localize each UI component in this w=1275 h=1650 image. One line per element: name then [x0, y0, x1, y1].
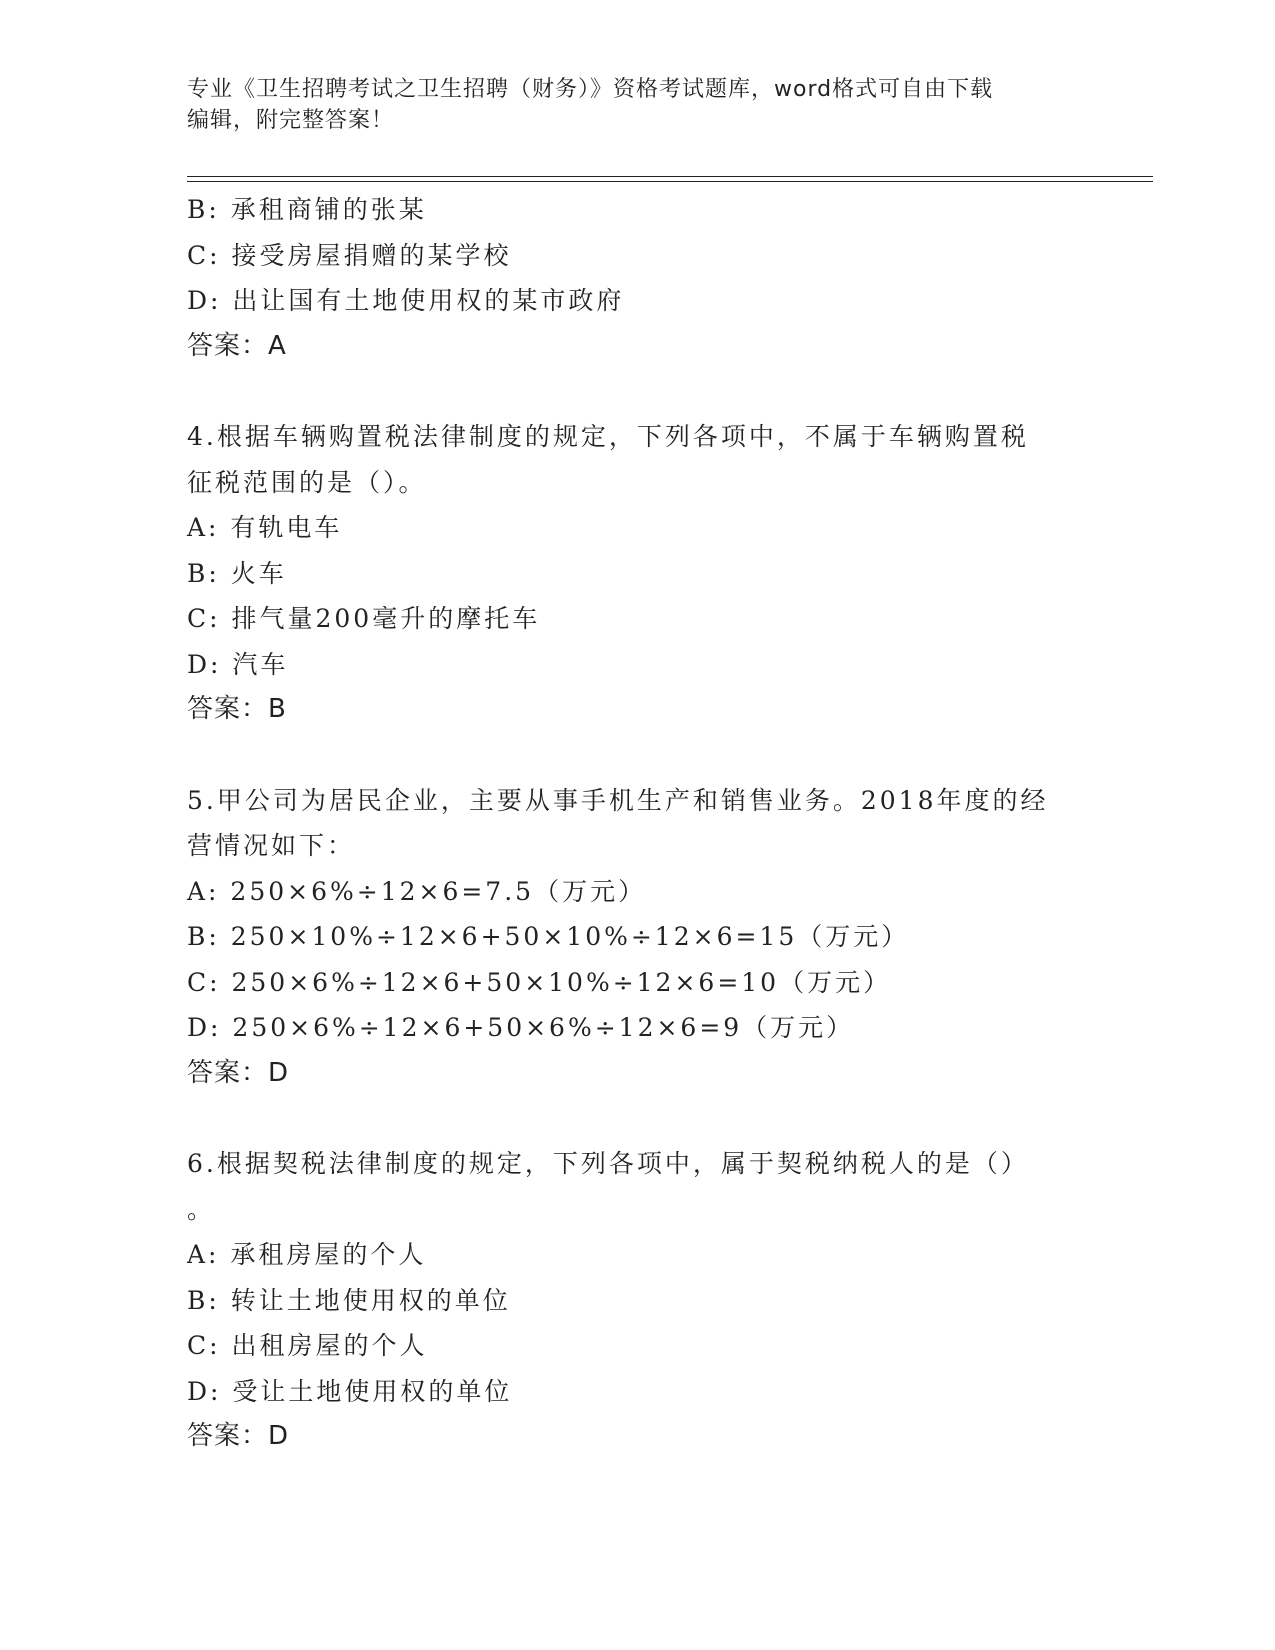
option-a: A: 有轨电车	[187, 513, 343, 542]
option-a: A: 承租房屋的个人	[187, 1240, 427, 1269]
question-stem-line-1: 5.甲公司为居民企业，主要从事手机生产和销售业务。2018年度的经	[187, 785, 1049, 815]
option-d: D: 250×6%÷12×6+50×6%÷12×6=9（万元）	[187, 1013, 855, 1042]
option-b: B: 承租商铺的张某	[187, 195, 427, 224]
header-line-2: 编辑，附完整答案！	[187, 108, 395, 133]
question-4	[187, 414, 1077, 733]
option-d: D: 受让土地使用权的单位	[187, 1376, 513, 1406]
question-stem-line-1: 6.根据契税法律制度的规定，下列各项中，属于契税纳税人的是（）	[187, 1149, 1029, 1178]
spacer	[187, 1096, 1077, 1141]
spacer	[187, 733, 1077, 778]
question-3-continued	[187, 187, 1077, 369]
answer: 答案：B	[187, 694, 287, 724]
question-stem-line-2: 。	[187, 1194, 216, 1224]
question-5	[187, 778, 1077, 1097]
option-c: C: 排气量200毫升的摩托车	[187, 604, 541, 633]
header-line-1: 专业《卫生招聘考试之卫生招聘（财务）》资格考试题库，word格式可自由下载	[187, 77, 994, 102]
option-b: B: 250×10%÷12×6+50×10%÷12×6=15（万元）	[187, 922, 910, 951]
header-divider-bottom	[187, 181, 1153, 182]
option-b: B: 火车	[187, 558, 287, 588]
option-c: C: 出租房屋的个人	[187, 1331, 428, 1360]
question-stem-line-2: 征税范围的是（）。	[187, 467, 427, 497]
option-c: C: 250×6%÷12×6+50×10%÷12×6=10（万元）	[187, 967, 892, 997]
question-stem-line-1: 4.根据车辆购置税法律制度的规定，下列各项中，不属于车辆购置税	[187, 422, 1029, 451]
answer: 答案：D	[187, 1421, 290, 1451]
header-divider-top	[187, 176, 1153, 177]
option-a: A: 250×6%÷12×6=7.5（万元）	[187, 876, 647, 906]
answer: 答案：A	[187, 330, 287, 361]
answer: 答案：D	[187, 1057, 290, 1088]
document-body	[187, 187, 1077, 1460]
option-d: D: 出让国有土地使用权的某市政府	[187, 286, 625, 315]
option-b: B: 转让土地使用权的单位	[187, 1285, 511, 1315]
option-d: D: 汽车	[187, 649, 289, 679]
spacer	[187, 369, 1077, 414]
document-header	[187, 74, 1067, 136]
question-stem-line-2: 营情况如下：	[187, 831, 356, 860]
option-c: C: 接受房屋捐赠的某学校	[187, 240, 512, 270]
question-6	[187, 1141, 1077, 1460]
